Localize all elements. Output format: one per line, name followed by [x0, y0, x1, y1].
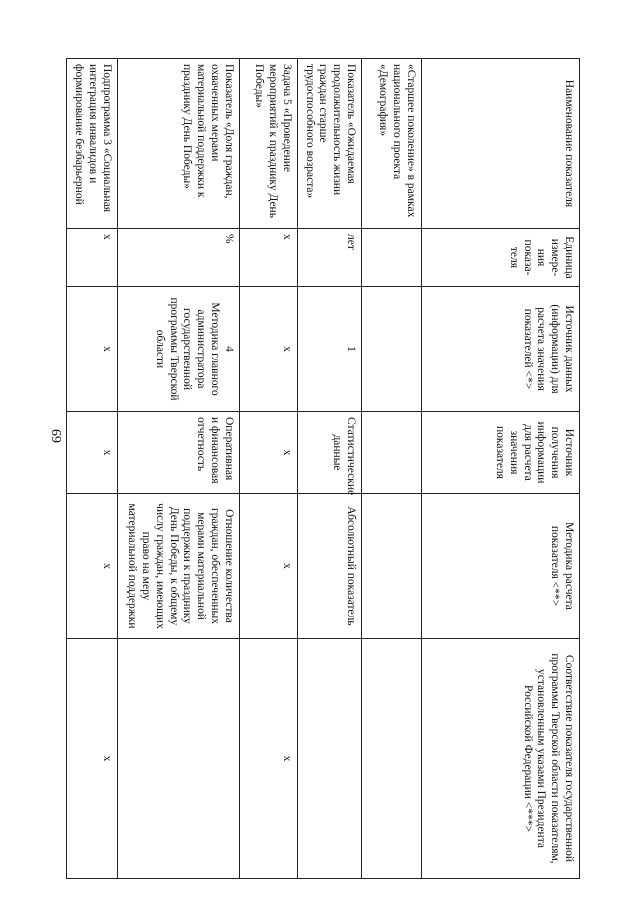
table-cell: % — [117, 229, 239, 287]
table-cell: x — [67, 229, 117, 287]
table-row — [297, 59, 361, 879]
table-cell — [362, 287, 422, 412]
table-cell: x — [239, 287, 297, 412]
table-cell: x — [67, 494, 117, 639]
table-cell: x — [67, 287, 117, 412]
table-cell: «Старшее поколение» в рамках национального проекта «Демография» — [362, 59, 422, 229]
table-cell: Абсолютный показатель — [297, 494, 361, 639]
table-cell: Оперативная и финансовая отчетность — [117, 412, 239, 494]
indicator-table-wrapper — [73, 58, 580, 878]
header-compliance: Соответствие показателя государственной программы Тверской области показателям, установленным указами Президента Российской Федерации <***> — [422, 639, 580, 879]
table-cell — [362, 229, 422, 287]
table-cell — [362, 494, 422, 639]
header-indicator-name: Наименование показателя — [422, 59, 580, 229]
indicator-table — [66, 58, 580, 879]
table-cell — [362, 412, 422, 494]
table-row — [239, 59, 297, 879]
table-cell: x — [67, 639, 117, 879]
header-info-source: Источник получения информации для расчета значения показателя — [422, 412, 580, 494]
table-cell: Показатель «Доля граждан, охваченных мерами материальной поддержки к празднику День Победы» — [117, 59, 239, 229]
header-method: Методика расчета показателя <**> — [422, 494, 580, 639]
table-cell: x — [67, 412, 117, 494]
table-cell: Отношение количества граждан, обеспеченных мерами материальной поддержки к празднику День Победы, к общему числу граждан, имеющих право на меру материальной поддержки — [117, 494, 239, 639]
table-row — [67, 59, 117, 879]
table-cell: x — [239, 639, 297, 879]
header-data-source: Источник данных (информации) для расчета значения показателей <*> — [422, 287, 580, 412]
table-cell: 1 — [297, 287, 361, 412]
table-cell — [362, 639, 422, 879]
table-cell: Подпрограмма 3 «Социальная интеграция инвалидов и формирование безбарьерной — [67, 59, 117, 229]
table-cell: Показатель «Ожидаемая продолжительность жизни граждан старше трудоспособного возраста» — [297, 59, 361, 229]
table-header-row — [422, 59, 580, 879]
page-number: 69 — [50, 429, 65, 443]
table-cell — [297, 639, 361, 879]
table-cell: лет — [297, 229, 361, 287]
table-cell — [117, 639, 239, 879]
table-row — [117, 59, 239, 879]
table-cell: Статистические данные — [297, 412, 361, 494]
table-cell: x — [239, 494, 297, 639]
header-unit: Единица измере-ния показа-теля — [422, 229, 580, 287]
table-cell: Задача 5 «Проведение мероприятий к празднику День Победы» — [239, 59, 297, 229]
table-cell: x — [239, 229, 297, 287]
table-row — [362, 59, 422, 879]
table-cell: 4 Методика главного администратора государственной программы Тверской области — [117, 287, 239, 412]
table-cell: x — [239, 412, 297, 494]
